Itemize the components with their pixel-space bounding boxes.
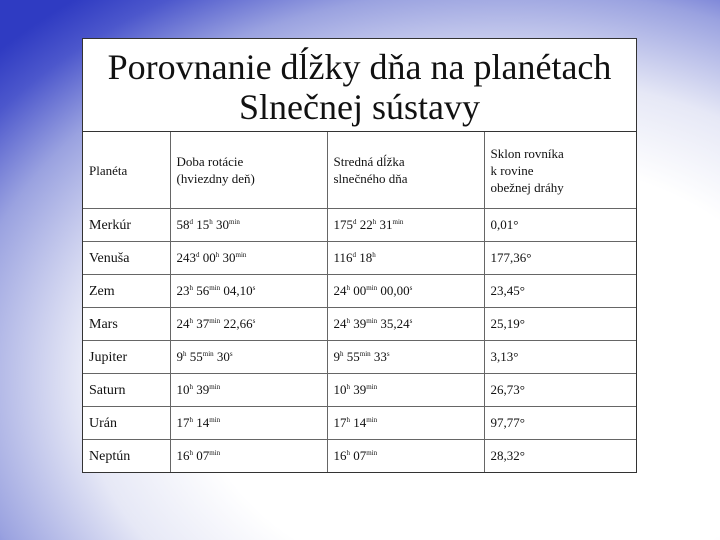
- cell-rotation: 16$^h$ $07^{min}$: [170, 440, 327, 473]
- header-planet: Planéta: [83, 132, 170, 209]
- cell-solar-day: 175$^d$ 22$^h$ $31^{min}$: [327, 209, 484, 242]
- cell-rotation: 9$^h$ $55^{min}$ 30$^s$: [170, 341, 327, 374]
- cell-planet: Saturn: [83, 374, 170, 407]
- title-line-2: Slnečnej sústavy: [239, 87, 480, 127]
- title-line-1: Porovnanie dĺžky dňa na planétach: [107, 47, 612, 87]
- cell-tilt: 3,13°: [484, 341, 636, 374]
- cell-planet: Mars: [83, 308, 170, 341]
- cell-planet: Neptún: [83, 440, 170, 473]
- slide-frame: [82, 38, 637, 473]
- table-header-row: [83, 132, 636, 209]
- cell-planet: Zem: [83, 275, 170, 308]
- cell-rotation: 23$^h$ $56^{min}$ 04,10$^s$: [170, 275, 327, 308]
- cell-tilt: 25,19°: [484, 308, 636, 341]
- cell-rotation: 58$^d$ 15$^h$ $30^{min}$: [170, 209, 327, 242]
- cell-solar-day: 17$^h$ $14^{min}$: [327, 407, 484, 440]
- cell-tilt: 23,45°: [484, 275, 636, 308]
- cell-tilt: 26,73°: [484, 374, 636, 407]
- cell-tilt: 97,77°: [484, 407, 636, 440]
- cell-solar-day: 9$^h$ $55^{min}$ 33$^s$: [327, 341, 484, 374]
- cell-planet: Venuša: [83, 242, 170, 275]
- cell-planet: Jupiter: [83, 341, 170, 374]
- cell-solar-day: 10$^h$ $39^{min}$: [327, 374, 484, 407]
- cell-rotation: 10$^h$ $39^{min}$: [170, 374, 327, 407]
- cell-tilt: 28,32°: [484, 440, 636, 473]
- header-rotation: Doba rotácie (hviezdny deň): [170, 132, 327, 209]
- cell-rotation: 24$^h$ $37^{min}$ 22,66$^s$: [170, 308, 327, 341]
- cell-tilt: 0,01°: [484, 209, 636, 242]
- table-row: [83, 308, 636, 341]
- cell-tilt: 177,36°: [484, 242, 636, 275]
- cell-solar-day: 24$^h$ $00^{min}$ 00,00$^s$: [327, 275, 484, 308]
- planet-day-table: [83, 132, 636, 472]
- header-tilt: Sklon rovníka k rovine obežnej dráhy: [484, 132, 636, 209]
- page-title: [83, 39, 636, 132]
- cell-planet: Urán: [83, 407, 170, 440]
- table-row: [83, 407, 636, 440]
- cell-planet: Merkúr: [83, 209, 170, 242]
- cell-solar-day: 24$^h$ $39^{min}$ 35,24$^s$: [327, 308, 484, 341]
- table-row: [83, 275, 636, 308]
- cell-rotation: 243$^d$ 00$^h$ $30^{min}$: [170, 242, 327, 275]
- cell-solar-day: 16$^h$ $07^{min}$: [327, 440, 484, 473]
- table-row: [83, 374, 636, 407]
- table-row: [83, 440, 636, 473]
- table-row: [83, 341, 636, 374]
- header-solar-day: Stredná dĺžka slnečného dňa: [327, 132, 484, 209]
- table-row: [83, 242, 636, 275]
- cell-solar-day: 116$^d$ 18$^h$: [327, 242, 484, 275]
- cell-rotation: 17$^h$ $14^{min}$: [170, 407, 327, 440]
- table-row: [83, 209, 636, 242]
